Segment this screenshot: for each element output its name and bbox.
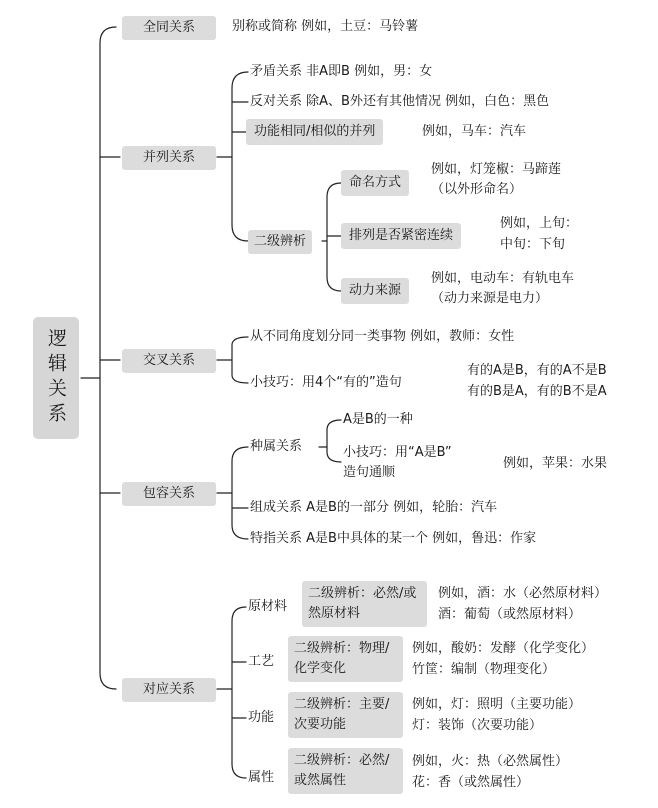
zhongshu-a: A是B的一种 [343,412,413,427]
tezhi-text: 特指关系 A是B中具体的某一个 例如，鲁迅：作家 [250,531,537,546]
gongyi-ex1: 例如，酸奶：发酵（化学变化） [412,641,595,656]
fandui-text: 反对关系 除A、B外还有其他情况 例如，白色：黑色 [250,94,550,109]
shuxing-ex2: 花：香（或然属性） [412,775,530,790]
pailie-text-1: 例如，上旬： [500,216,579,231]
yuancailiao-box: 二级辨析：必然/或然原材料 [302,581,427,627]
pailie-node: 排列是否紧密连续 [341,223,461,249]
shuxing-ex1: 例如，火：热（必然属性） [412,754,569,769]
dongli-text-2: （动力来源是电力） [431,291,549,306]
duiying-node: 对应关系 [122,678,216,702]
dongli-text-1: 例如，电动车：有轨电车 [431,271,575,286]
jiaocha-node: 交叉关系 [122,349,216,373]
yuancailiao-ex1: 例如，酒：水（必然原材料） [438,586,608,601]
shuxing-label: 属性 [248,770,275,785]
dongli-node: 动力来源 [341,278,409,304]
gongyi-label: 工艺 [248,654,275,669]
mingming-text-1: 例如，灯笼椒：马蹄莲 [431,162,562,177]
gongneng-label: 功能 [248,710,275,725]
yuancailiao-label: 原材料 [248,599,288,614]
zhongshu-tip-2: 造句通顺 [343,465,396,480]
yuancailiao-ex2: 酒：葡萄（或然原材料） [438,607,582,622]
gongneng-box: 二级辨析：主要/次要功能 [288,692,403,738]
mingming-text-2: （以外形命名） [431,182,523,197]
maodun-text: 矛盾关系 非A即B 例如，男：女 [250,64,433,79]
shuxing-box: 二级辨析：必然/或然属性 [288,748,403,794]
jiaocha-ex2: 有的B是A，有的B不是A [467,384,607,399]
gongneng-node: 功能相同/相似的并列 [246,119,383,145]
jiaocha-line1: 从不同角度划分同一类事物 例如，教师：女性 [250,329,515,344]
erji-node: 二级辨析 [248,230,312,254]
pailie-text-2: 中旬：下旬 [500,237,566,252]
gongneng-ex2: 灯：装饰（次要功能） [412,718,543,733]
tongyi-node: 全同关系 [122,16,216,40]
gongyi-box: 二级辨析：物理/化学变化 [288,636,403,682]
zhongshu-example: 例如，苹果：水果 [503,456,608,471]
mingming-node: 命名方式 [341,170,409,196]
gongneng-ex1: 例如，灯：照明（主要功能） [412,697,582,712]
gongyi-ex2: 竹筐：编制（物理变化） [412,662,556,677]
zhongshu-tip-1: 小技巧：用“A是B” [343,445,452,460]
zucheng-text: 组成关系 A是B的一部分 例如，轮胎：汽车 [250,500,498,515]
baorong-node: 包容关系 [122,482,216,506]
tongyi-text: 别称或简称 例如，土豆：马铃薯 [232,19,419,34]
jiaocha-ex1: 有的A是B，有的A不是B [467,363,607,378]
zhongshu-text: 种属关系 [250,439,303,454]
jiaocha-tip: 小技巧：用4个“有的”造句 [250,375,402,390]
binglie-node: 并列关系 [122,146,216,170]
gongneng-text: 例如，马车：汽车 [422,124,527,139]
root-node: 逻辑关系 [33,317,79,439]
